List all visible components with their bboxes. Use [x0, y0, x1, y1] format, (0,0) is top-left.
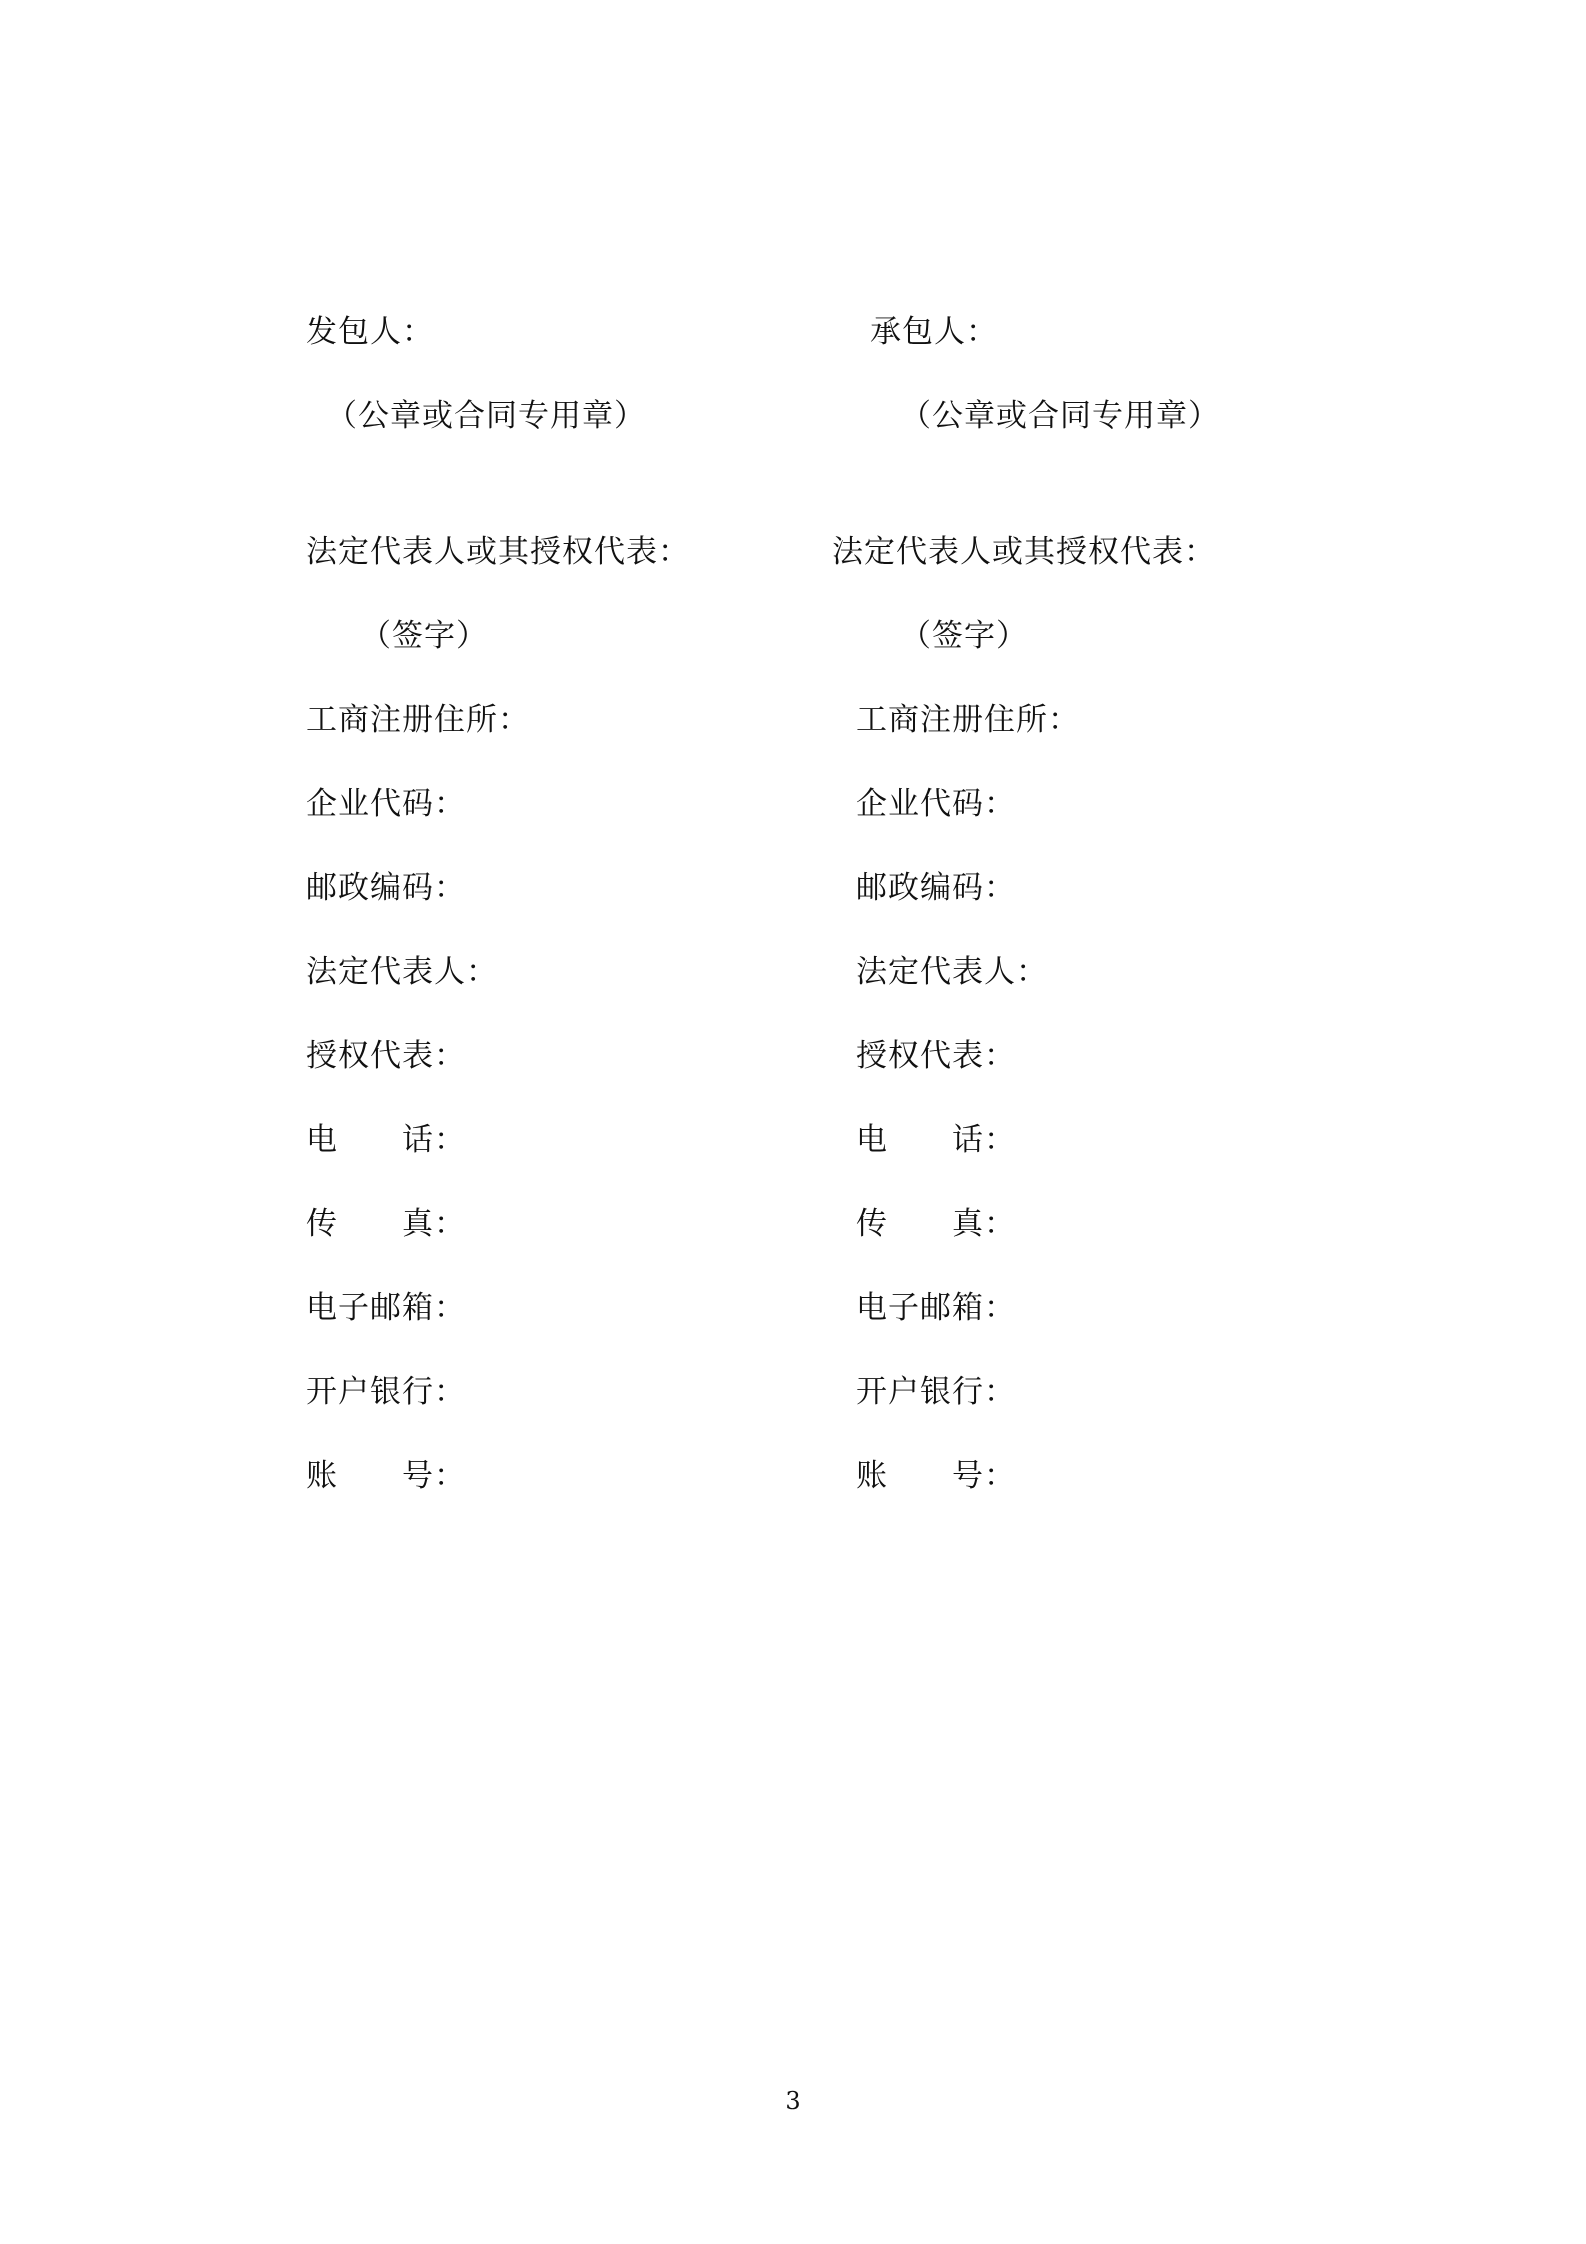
- contractor-postal-code: 邮政编码：: [856, 870, 1016, 906]
- contractor-fax: 传 真：: [856, 1206, 1016, 1242]
- contractor-email: 电子邮箱：: [856, 1290, 1016, 1326]
- employer-sign-note: （签字）: [360, 618, 488, 654]
- contractor-authorized-representative: 授权代表：: [856, 1038, 1016, 1074]
- contractor-enterprise-code: 企业代码：: [856, 786, 1016, 822]
- employer-email: 电子邮箱：: [306, 1290, 466, 1326]
- employer-title: 发包人：: [306, 314, 434, 350]
- employer-enterprise-code: 企业代码：: [306, 786, 466, 822]
- contractor-seal-note: （公章或合同专用章）: [900, 398, 1220, 434]
- employer-authorized-representative: 授权代表：: [306, 1038, 466, 1074]
- contractor-sign-note: （签字）: [900, 618, 1028, 654]
- employer-legal-representative: 法定代表人：: [306, 954, 498, 990]
- page-number: 3: [785, 2087, 801, 2115]
- employer-registered-address: 工商注册住所：: [306, 702, 530, 738]
- contractor-title: 承包人：: [870, 314, 998, 350]
- contractor-representative-label: 法定代表人或其授权代表：: [832, 534, 1216, 570]
- employer-seal-note: （公章或合同专用章）: [326, 398, 646, 434]
- employer-account-number: 账 号：: [306, 1458, 466, 1494]
- contractor-telephone: 电 话：: [856, 1122, 1016, 1158]
- employer-representative-label: 法定代表人或其授权代表：: [306, 534, 690, 570]
- contractor-account-number: 账 号：: [856, 1458, 1016, 1494]
- employer-fax: 传 真：: [306, 1206, 466, 1242]
- employer-telephone: 电 话：: [306, 1122, 466, 1158]
- contractor-bank: 开户银行：: [856, 1374, 1016, 1410]
- employer-bank: 开户银行：: [306, 1374, 466, 1410]
- employer-postal-code: 邮政编码：: [306, 870, 466, 906]
- contractor-legal-representative: 法定代表人：: [856, 954, 1048, 990]
- contractor-registered-address: 工商注册住所：: [856, 702, 1080, 738]
